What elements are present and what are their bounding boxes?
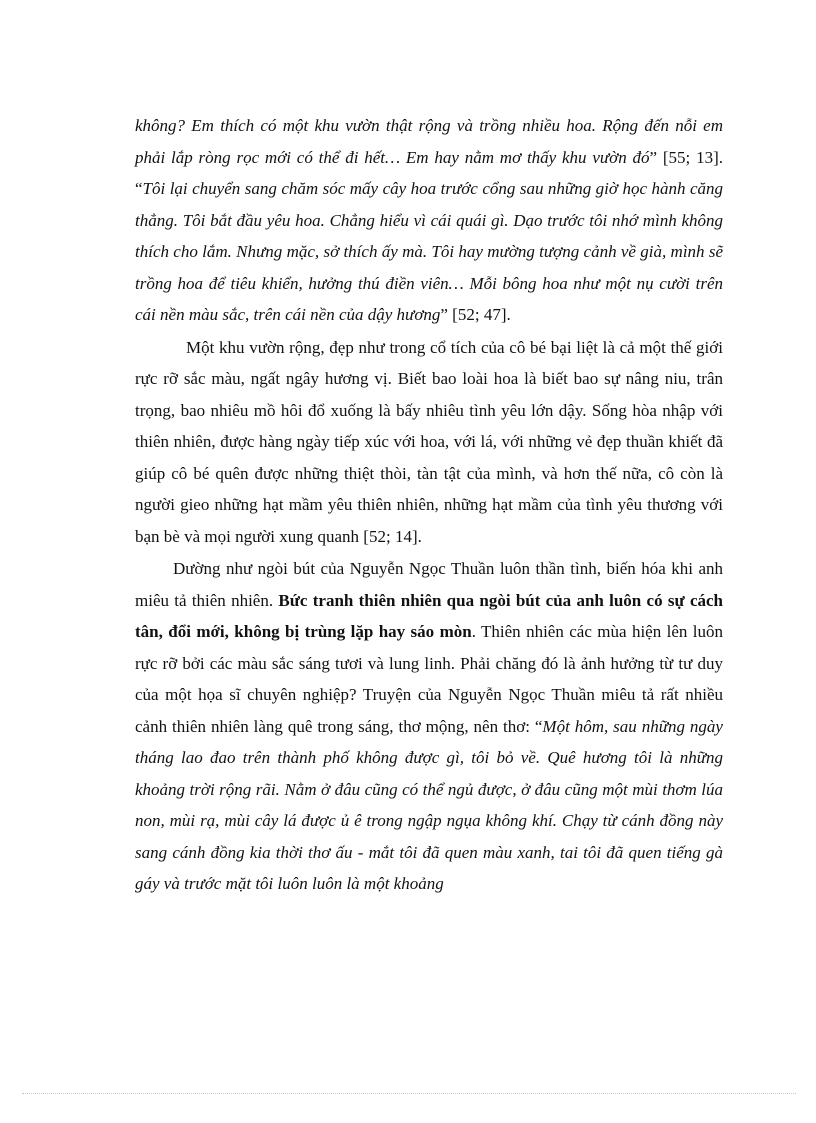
paragraph-text: Dường như ngòi bút của Nguyễn Ngọc Thuần luôn thần tình, biến hóa khi anh miêu tả thiên nhiên. [135, 559, 723, 610]
citation: ” [52; 47]. [440, 305, 511, 324]
body-text [135, 110, 723, 900]
quote-text: không? Em thích có một khu vườn thật rộng và trồng nhiều hoa. Rộng đến nỗi em phải lắp ròng rọc mới có thể đi hết… Em hay nằm mơ thấy khu vườn đó [135, 116, 723, 167]
page-footer-divider [22, 1093, 796, 1094]
paragraph [135, 110, 723, 331]
paragraph [135, 553, 723, 900]
paragraph-text: . Thiên nhiên các mùa hiện lên luôn rực rỡ bởi các màu sắc sáng tươi và lung linh. Phải chăng đó là ảnh hưởng từ tư duy của một họa sĩ chuyên nghiệp? Truyện của Nguyễn Ngọc Thuần miêu tả rất nhiều cảnh thiên nhiên làng quê trong sáng, thơ mộng, nên thơ: “ [135, 622, 723, 736]
emphasis-text: Bức tranh thiên nhiên qua ngòi bút của anh luôn có sự cách tân, đổi mới, không bị trùng lặp hay sáo mòn [135, 590, 723, 641]
citation: ” [55; 13]. “ [135, 147, 723, 198]
quote-text: Tôi lại chuyển sang chăm sóc mấy cây hoa trước cổng sau những giờ học hành căng thẳng. Tôi bắt đầu yêu hoa. Chẳng hiểu vì cái quái gì. Dạo trước tôi nhớ mình không thích cho lắm. Nhưng mặc, sở thích ấy mà. Tôi hay mường tượng cảnh về già, mình sẽ trồng hoa để tiêu khiển, hưởng thú điền viên… Mỗi bông hoa như một nụ cười trên cái nền màu sắc, trên cái nền của dậy hương [135, 179, 723, 324]
paragraph [135, 332, 723, 553]
paragraph-text: Một khu vườn rộng, đẹp như trong cổ tích của cô bé bại liệt là cả một thế giới rực rỡ sắc màu, ngất ngây hương vị. Biết bao loài hoa là biết bao sự nâng niu, trân trọng, bao nhiêu mồ hôi đổ xuống là bấy nhiêu tình yêu lớn dậy. Sống hòa nhập với thiên nhiên, được hàng ngày tiếp xúc với hoa, với lá, với những vẻ đẹp thuần khiết đã giúp cô bé quên được những thiệt thòi, tàn tật của mình, và hơn thế nữa, cô còn là người gieo những hạt mầm yêu thiên nhiên, những hạt mầm của tình yêu thương với bạn bè và mọi người xung quanh [52; 14]. [135, 337, 723, 546]
quote-text: Một hôm, sau những ngày tháng lao đao trên thành phố không được gì, tôi bỏ về. Quê hương tôi là những khoảng trời rộng rãi. Nằm ở đâu cũng có thể ngủ được, ở đâu cũng một mùi thơm lúa non, mùi rạ, mùi cây lá được ủ ê trong ngập ngụa không khí. Chạy từ cánh đồng này sang cánh đồng kia thời thơ ấu - mắt tôi đã quen màu xanh, tai tôi đã quen tiếng gà gáy và trước mặt tôi luôn luôn là một khoảng [135, 716, 723, 893]
